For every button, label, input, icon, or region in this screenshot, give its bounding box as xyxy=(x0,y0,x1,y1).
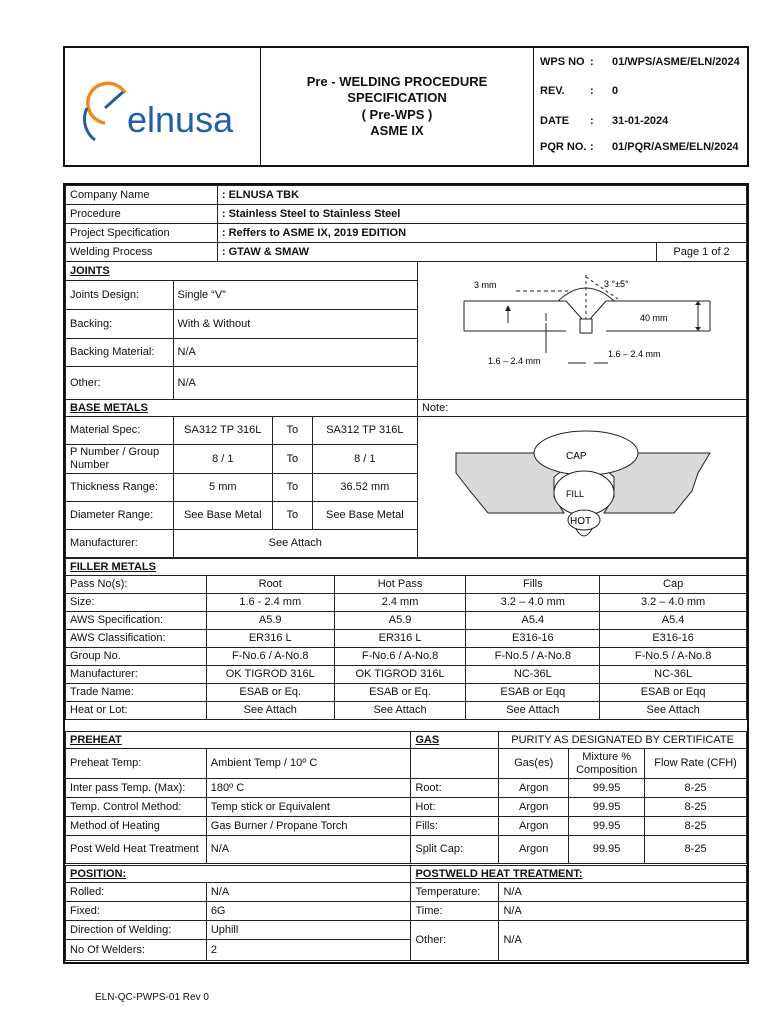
gas-root-mix: 99.95 xyxy=(569,779,645,798)
rolled-value: N/A xyxy=(206,883,411,902)
pwht-label: Post Weld Heat Treatment xyxy=(66,836,207,864)
company-value: : ELNUSA TBK xyxy=(217,186,746,205)
preheat-temp-value: Ambient Temp / 10º C xyxy=(206,749,411,779)
joint-top-gap-dim: 3 mm xyxy=(473,279,497,290)
joint-thickness-dim: 40 mm xyxy=(639,312,668,323)
diameter-range-to-label: To xyxy=(272,501,312,529)
table-row: Trade Name: ESAB or Eq. ESAB or Eq. ESAB or Eqq ESAB or Eqq xyxy=(66,684,747,702)
meta-rev: REV. : 0 xyxy=(540,85,619,97)
direction-label: Direction of Welding: xyxy=(66,921,207,940)
gas-root-flow: 8-25 xyxy=(645,779,747,798)
project-label: Project Specification xyxy=(66,224,218,243)
preheat-heading: PREHEAT xyxy=(66,732,411,749)
cap-pass-label: CAP xyxy=(565,451,587,462)
footer-doc-code: ELN-QC-PWPS-01 Rev 0 xyxy=(95,992,209,1003)
weld-pass-diagram-cell xyxy=(417,417,746,558)
base-manufacturer-value: See Attach xyxy=(173,529,417,557)
preheat-gas-table xyxy=(65,731,747,864)
gas-splitcap-flow: 8-25 xyxy=(645,836,747,864)
document-meta xyxy=(534,48,747,165)
gas-fills-flow: 8-25 xyxy=(645,817,747,836)
general-info-table xyxy=(65,185,747,262)
fixed-value: 6G xyxy=(206,902,411,921)
gas-root-label: Root: xyxy=(411,779,499,798)
table-row: Group No. F-No.6 / A-No.8 F-No.6 / A-No.8 F-No.5 / A-No.8 F-No.5 / A-No.8 xyxy=(66,648,747,666)
backing-material-value: N/A xyxy=(173,339,417,367)
preheat-temp-label: Preheat Temp: xyxy=(66,749,207,779)
base-metals-heading: BASE METALS xyxy=(66,400,418,417)
elnusa-logo xyxy=(65,48,260,165)
gas-col-mixture: Mixture % Composition xyxy=(569,749,645,779)
thickness-range-to: 36.52 mm xyxy=(312,473,417,501)
gas-hot-flow: 8-25 xyxy=(645,798,747,817)
base-metals-note-label: Note: xyxy=(417,400,746,417)
gas-splitcap-mix: 99.95 xyxy=(569,836,645,864)
pwht-time-value: N/A xyxy=(499,902,747,921)
meta-pqr-no: PQR NO. : 01/PQR/ASME/ELN/2024 xyxy=(540,141,739,153)
gas-fills-gas: Argon xyxy=(499,817,569,836)
interpass-label: Inter pass Temp. (Max): xyxy=(66,779,207,798)
title-line: SPECIFICATION xyxy=(347,90,447,106)
thickness-range-from: 5 mm xyxy=(173,473,272,501)
title-line: ASME IX xyxy=(370,122,424,138)
project-value: : Reffers to ASME IX, 2019 EDITION xyxy=(217,224,746,243)
pass-no-label: Pass No(s): xyxy=(66,576,207,594)
pwht-temp-value: N/A xyxy=(499,883,747,902)
procedure-label: Procedure xyxy=(66,205,218,224)
pass-root: Root xyxy=(206,576,334,594)
material-spec-to-label: To xyxy=(272,417,312,445)
gas-col-flow: Flow Rate (CFH) xyxy=(645,749,747,779)
joints-table xyxy=(65,261,747,400)
pwht-time-label: Time: xyxy=(411,902,499,921)
table-row: AWS Specification: A5.9 A5.9 A5.4 A5.4 xyxy=(66,612,747,630)
backing-value: With & Without xyxy=(173,310,417,339)
pass-hot: Hot Pass xyxy=(334,576,466,594)
heating-method-label: Method of Heating xyxy=(66,817,207,836)
hot-pass-label: HOT xyxy=(569,516,592,527)
gas-blank xyxy=(411,749,499,779)
joints-heading: JOINTS xyxy=(66,262,418,281)
gas-hot-label: Hot: xyxy=(411,798,499,817)
pwht-heading: POSTWELD HEAT TREATMENT: xyxy=(411,866,747,883)
gas-root-gas: Argon xyxy=(499,779,569,798)
table-row: Heat or Lot: See Attach See Attach See Attach See Attach xyxy=(66,702,747,720)
gas-purity: PURITY AS DESIGNATED BY CERTIFICATE xyxy=(499,732,747,749)
temp-control-label: Temp. Control Method: xyxy=(66,798,207,817)
diameter-range-to: See Base Metal xyxy=(312,501,417,529)
joint-angle-dim: 3 °±5° xyxy=(603,278,629,289)
material-spec-from: SA312 TP 316L xyxy=(173,417,272,445)
p-number-to: 8 / 1 xyxy=(312,445,417,473)
interpass-value: 180º C xyxy=(206,779,411,798)
material-spec-label: Material Spec: xyxy=(66,417,174,445)
temp-control-value: Temp stick or Equivalent xyxy=(206,798,411,817)
joints-other-value: N/A xyxy=(173,367,417,400)
p-number-from: 8 / 1 xyxy=(173,445,272,473)
p-number-label: P Number / Group Number xyxy=(66,445,174,473)
meta-wps-no: WPS NO : 01/WPS/ASME/ELN/2024 xyxy=(540,56,740,68)
gas-fills-label: Fills: xyxy=(411,817,499,836)
fill-pass-label: FILL xyxy=(565,489,584,499)
weld-pass-diagram xyxy=(418,417,746,557)
backing-label: Backing: xyxy=(66,310,174,339)
procedure-value: : Stainless Steel to Stainless Steel xyxy=(217,205,746,224)
base-manufacturer-label: Manufacturer: xyxy=(66,529,174,557)
welders-value: 2 xyxy=(206,940,411,961)
p-number-to-label: To xyxy=(272,445,312,473)
table-row: Size: 1.6 - 2.4 mm 2.4 mm 3.2 – 4.0 mm 3.2 – 4.0 mm xyxy=(66,594,747,612)
pwht-other-label: Other: xyxy=(411,921,499,961)
company-label: Company Name xyxy=(66,186,218,205)
joint-root-face-dim: 1.6 – 2.4 mm xyxy=(487,355,541,366)
joints-design-value: Single “V” xyxy=(173,281,417,310)
gas-fills-mix: 99.95 xyxy=(569,817,645,836)
title-line: ( Pre-WPS ) xyxy=(361,106,433,122)
gas-splitcap-label: Split Cap: xyxy=(411,836,499,864)
title-line: Pre - WELDING PROCEDURE xyxy=(306,74,488,89)
backing-material-label: Backing Material: xyxy=(66,339,174,367)
base-metals-table xyxy=(65,399,747,558)
rolled-label: Rolled: xyxy=(66,883,207,902)
page-number: Page 1 of 2 xyxy=(657,243,747,262)
pass-cap: Cap xyxy=(600,576,747,594)
table-row: AWS Classification: ER316 L ER316 L E316-16 E316-16 xyxy=(66,630,747,648)
thickness-range-label: Thickness Range: xyxy=(66,473,174,501)
gas-hot-mix: 99.95 xyxy=(569,798,645,817)
heating-method-value: Gas Burner / Propane Torch xyxy=(206,817,411,836)
position-heading: POSITION: xyxy=(66,866,411,883)
gas-col-gases: Gas(es) xyxy=(499,749,569,779)
logo-cell xyxy=(65,48,261,165)
joint-diagram-cell xyxy=(417,262,746,400)
meta-date: DATE : 31-01-2024 xyxy=(540,115,669,127)
gas-splitcap-gas: Argon xyxy=(499,836,569,864)
wps-form xyxy=(63,183,749,964)
material-spec-to: SA312 TP 316L xyxy=(312,417,417,445)
pass-fills: Fills xyxy=(466,576,600,594)
welders-label: No Of Welders: xyxy=(66,940,207,961)
joints-design-label: Joints Design: xyxy=(66,281,174,310)
thickness-range-to-label: To xyxy=(272,473,312,501)
pwht-value: N/A xyxy=(206,836,411,864)
gas-heading: GAS xyxy=(411,732,499,749)
diameter-range-label: Diameter Range: xyxy=(66,501,174,529)
gas-hot-gas: Argon xyxy=(499,798,569,817)
direction-value: Uphill xyxy=(206,921,411,940)
pwht-other-value: N/A xyxy=(499,921,747,961)
document-title xyxy=(261,48,534,165)
joints-other-label: Other: xyxy=(66,367,174,400)
document-header xyxy=(63,46,749,167)
filler-metals-heading: FILLER METALS xyxy=(66,559,747,576)
process-label: Welding Process xyxy=(66,243,218,262)
position-pwht-table xyxy=(65,865,747,961)
fixed-label: Fixed: xyxy=(66,902,207,921)
joint-design-diagram xyxy=(418,263,746,399)
diameter-range-from: See Base Metal xyxy=(173,501,272,529)
joint-root-gap-dim: 1.6 – 2.4 mm xyxy=(607,348,661,359)
pwht-temp-label: Temperature: xyxy=(411,883,499,902)
table-row: Manufacturer: OK TIGROD 316L OK TIGROD 316L NC-36L NC-36L xyxy=(66,666,747,684)
filler-metals-table xyxy=(65,558,747,720)
process-value: : GTAW & SMAW xyxy=(217,243,656,262)
logo-text: elnusa xyxy=(127,99,234,140)
